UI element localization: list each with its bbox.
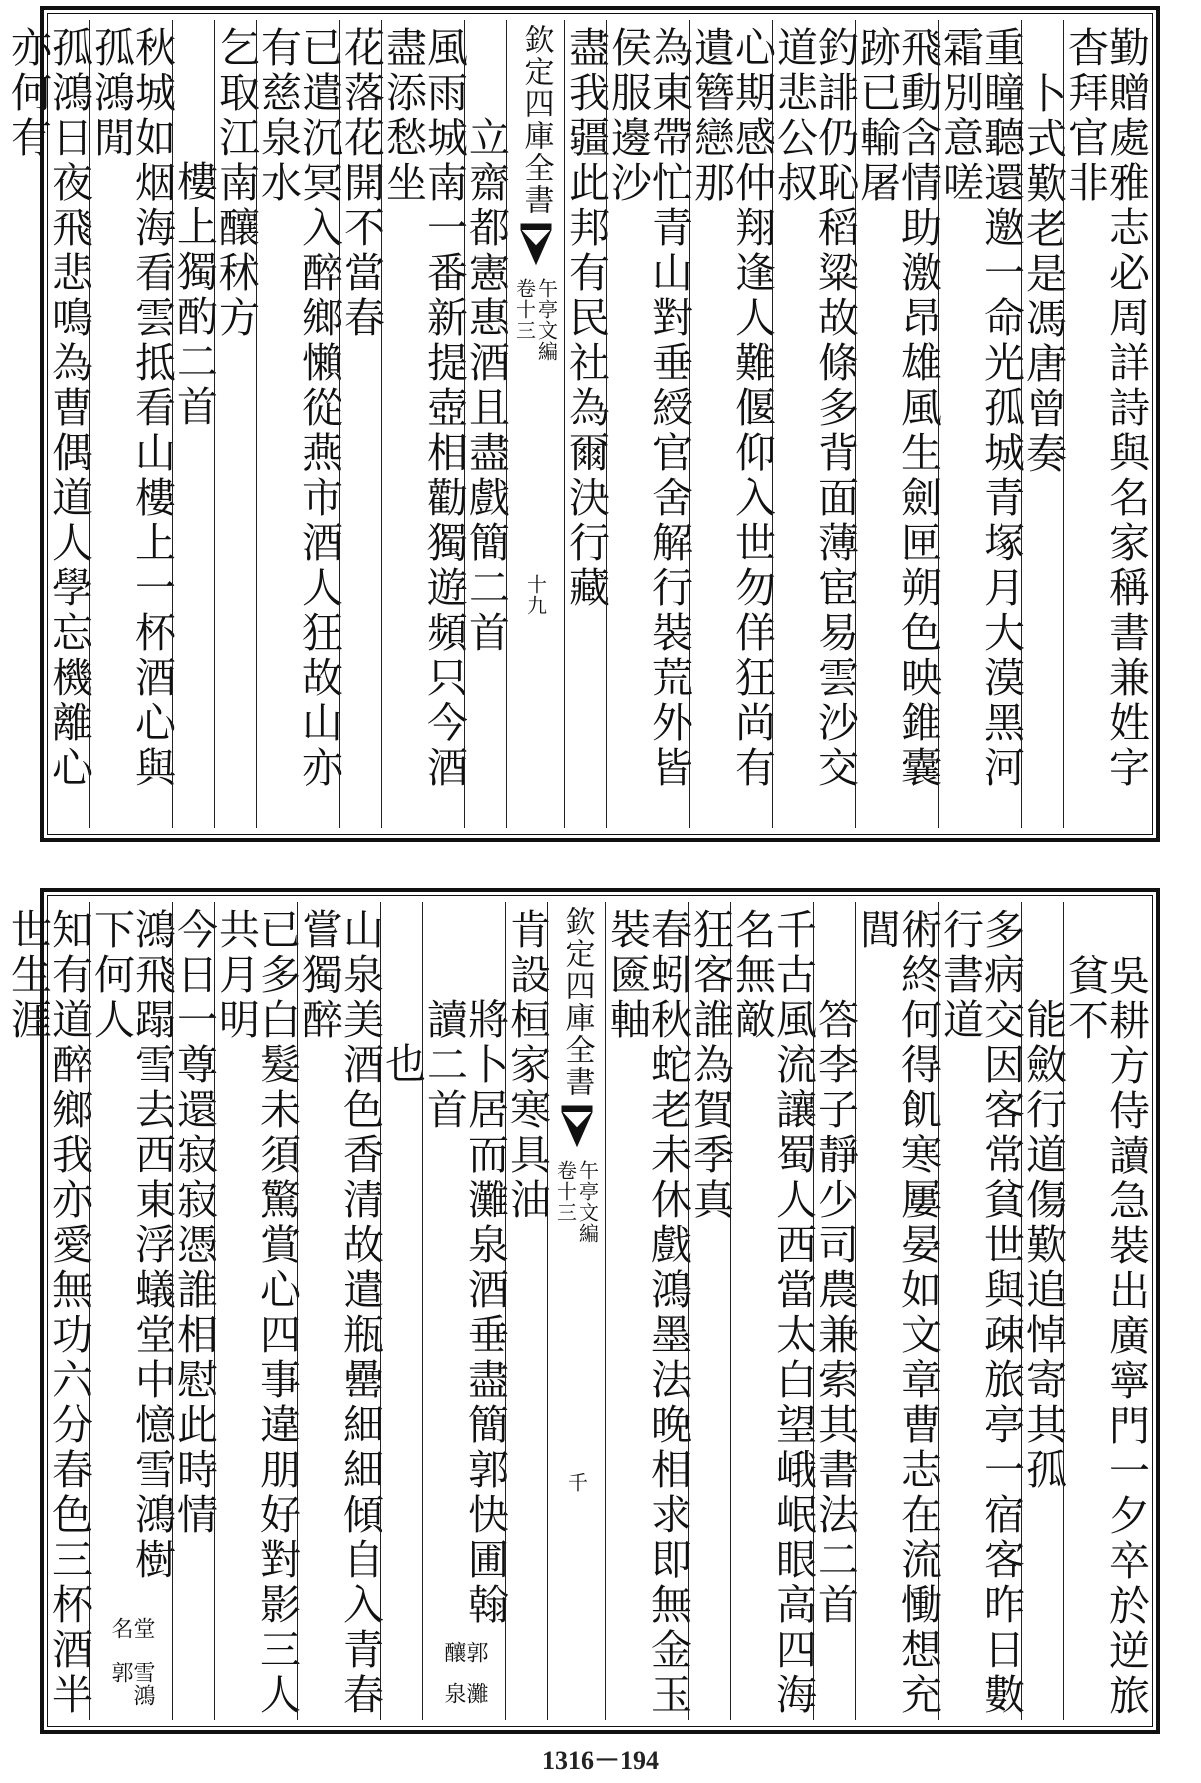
column-text: 為東帶忙青山對垂綬官舍解行裝荒外皆侯服邊沙 <box>604 26 693 791</box>
volume-label-line: 午亭文編 <box>534 278 559 362</box>
library-title: 欽定四庫全書 <box>518 24 554 216</box>
text-column <box>503 902 551 1720</box>
column-text: 已多白髮未須驚賞心四事違朋好對影三人共月明 <box>212 908 301 1718</box>
text-column <box>170 902 218 1720</box>
page-number: 1316－194 <box>541 1746 659 1775</box>
column-text: 立齋都憲惠酒且盡戲簡二首 <box>462 116 510 656</box>
text-column <box>936 20 1025 828</box>
column-text: 多病交因客常貧世與疎旅亭一宿客昨日數行書道 <box>936 908 1025 1718</box>
text-column <box>87 902 176 1720</box>
text-column <box>420 902 509 1720</box>
text-column <box>87 20 176 828</box>
bottom-page-columns <box>4 902 1150 1720</box>
text-column <box>936 902 1025 1720</box>
folio-number: 十九 <box>523 574 548 616</box>
column-text: 樓上獨酌二首 <box>170 160 218 430</box>
text-column <box>462 20 510 828</box>
column-text: 風雨城南一番新提壺相勸獨遊頻只今酒盡添愁坐 <box>379 26 468 791</box>
text-column <box>1061 902 1150 1720</box>
volume-label <box>553 1160 600 1244</box>
column-text: 吳耕方侍讀急裝出廣寧門一夕卒於逆旅貧不 <box>1061 954 1150 1719</box>
top-page-columns <box>4 20 1150 828</box>
volume-label <box>512 278 559 362</box>
text-column <box>603 902 692 1720</box>
text-column <box>853 20 942 828</box>
text-column <box>212 902 301 1720</box>
fish-tail-mark-icon <box>562 1106 592 1146</box>
folio-number: 千 <box>564 1471 589 1493</box>
column-text: 心期感仲翔逢人難偃仰入世勿佯狂尚有遺簪戀那 <box>687 26 776 791</box>
volume-label-line: 卷十三 <box>553 1160 578 1223</box>
column-text: 狂客誰為賀季真 <box>686 908 734 1223</box>
interlinear-note <box>109 1613 153 1720</box>
text-column <box>212 20 260 828</box>
text-column <box>604 20 693 828</box>
column-text: 鴻飛蹋雪去西東浮蟻堂中憶雪鴻樹下何人 <box>87 908 176 1583</box>
bottom-page-frame <box>4 888 1160 1734</box>
text-column <box>687 20 776 828</box>
volume-label-line: 午亭文編 <box>575 1160 600 1244</box>
note-line: 雪鴻郭 <box>108 1660 155 1707</box>
text-column <box>811 902 859 1720</box>
text-column <box>728 902 817 1720</box>
text-column <box>853 902 942 1720</box>
column-text: 飛動含情助激昂雄風生劍匣朔色映錐囊跡已輸屠 <box>853 26 942 791</box>
note-line: 郭釀 <box>441 1640 488 1664</box>
column-text: 盡我疆此邦有民社為爾決行藏 <box>562 26 610 611</box>
text-column <box>1061 20 1150 828</box>
column-text: 能斂行道傷歎追悼寄其孤 <box>1019 998 1067 1493</box>
text-column <box>170 20 218 828</box>
text-column <box>1019 902 1067 1720</box>
volume-label-line: 卷十三 <box>512 278 537 341</box>
column-text: 山泉美酒色香清故遣瓶罍細細傾自入青春嘗獨醉 <box>295 908 384 1718</box>
text-column <box>295 902 384 1720</box>
column-text: 知有道醉鄉我亦愛無功六分春色三杯酒半世生涯 <box>4 908 93 1718</box>
column-text: 千古風流讓蜀人西當太白望峨岷眼高四海名無敵 <box>728 908 817 1718</box>
note-line: 堂名 <box>108 1616 155 1640</box>
column-text: 肯設桓家寒具油 <box>503 908 551 1223</box>
column-text: 釣誹仍恥稻粱故條多背面薄宦易雲沙交道悲公叔 <box>770 26 859 791</box>
text-column <box>337 20 385 828</box>
column-text: 也 <box>378 1042 426 1087</box>
column-text: 已遣沉冥入醉鄉懶從燕市酒人狂故山亦有慈泉水 <box>254 26 343 791</box>
text-column <box>562 20 610 828</box>
text-column <box>254 20 343 828</box>
library-title: 欽定四庫全書 <box>559 906 595 1098</box>
text-column <box>770 20 859 828</box>
center-margin-column <box>506 20 564 828</box>
column-text: 孤鴻日夜飛悲鳴為曹偶道人學忘機離心亦何有 <box>4 26 93 791</box>
column-text: 術終何得飢寒屢晏如文章曹志在流慟想充閭 <box>853 908 942 1718</box>
column-text: 將卜居而灘泉酒垂盡簡郭快圃翰讀二首 <box>420 998 509 1628</box>
top-page-frame <box>4 6 1160 842</box>
column-text: 卜式歎老是馮唐曾奏 <box>1019 72 1067 477</box>
column-text: 重瞳聽還邀一命光孤城青塚月大漠黑河霜別意嗟 <box>936 26 1025 791</box>
text-column <box>378 902 426 1720</box>
column-text: 勤贈處雅志必周詳詩與名家稱書兼姓字杳拜官非 <box>1061 26 1150 791</box>
column-text: 答李子靜少司農兼索其書法二首 <box>811 998 859 1628</box>
text-column <box>4 20 93 828</box>
text-column <box>379 20 468 828</box>
column-text: 花落花開不當春 <box>337 26 385 341</box>
fish-tail-mark-icon <box>521 224 551 264</box>
interlinear-note <box>442 1637 486 1720</box>
note-line: 灘泉 <box>441 1682 488 1706</box>
column-text: 乞取江南釀秫方 <box>212 26 260 341</box>
text-column <box>686 902 734 1720</box>
column-text: 春蚓秋蛇老未休戲鴻墨法晚相求即無金玉裝匳軸 <box>603 908 692 1718</box>
center-margin-column <box>547 902 605 1720</box>
text-column <box>4 902 93 1720</box>
column-text: 今日一尊還寂寂憑誰相慰此時情 <box>170 908 218 1538</box>
column-text: 秋城如烟海看雲抵看山樓上一杯酒心與孤鴻閒 <box>87 26 176 791</box>
text-column <box>1019 20 1067 828</box>
